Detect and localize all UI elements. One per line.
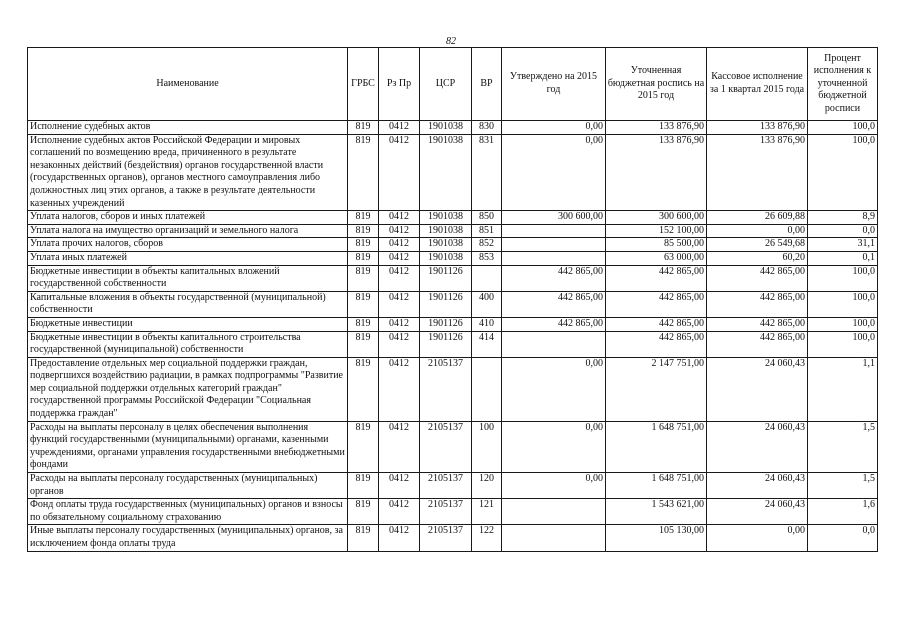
cell-approved: [502, 224, 606, 238]
cell-name: Бюджетные инвестиции в объекты капитальных вложений государственной собственности: [28, 265, 348, 291]
cell-rzpr: 0412: [379, 134, 420, 211]
table-row: [28, 291, 878, 317]
header-grbs: ГРБС: [348, 48, 379, 121]
table-row: [28, 331, 878, 357]
cell-revised: 152 100,00: [606, 224, 707, 238]
cell-percent: 0,0: [808, 525, 878, 551]
header-revised: Уточненная бюджетная роспись на 2015 год: [606, 48, 707, 121]
table-row: [28, 251, 878, 265]
cell-cash: 24 060,43: [707, 421, 808, 472]
cell-rzpr: 0412: [379, 121, 420, 135]
cell-revised: 1 648 751,00: [606, 421, 707, 472]
cell-percent: 1,6: [808, 499, 878, 525]
cell-csr: 2105137: [420, 357, 472, 421]
cell-approved: 0,00: [502, 121, 606, 135]
cell-csr: 1901126: [420, 265, 472, 291]
cell-revised: 442 865,00: [606, 331, 707, 357]
cell-rzpr: 0412: [379, 499, 420, 525]
page-number: 82: [446, 36, 456, 47]
cell-csr: 1901038: [420, 238, 472, 252]
cell-grbs: 819: [348, 224, 379, 238]
cell-revised: 85 500,00: [606, 238, 707, 252]
cell-csr: 1901126: [420, 317, 472, 331]
cell-revised: 1 543 621,00: [606, 499, 707, 525]
cell-cash: 0,00: [707, 224, 808, 238]
header-vr: ВР: [472, 48, 502, 121]
cell-cash: 442 865,00: [707, 317, 808, 331]
table-row: [28, 211, 878, 225]
cell-grbs: 819: [348, 238, 379, 252]
cell-csr: 1901038: [420, 224, 472, 238]
cell-vr: 853: [472, 251, 502, 265]
cell-approved: 442 865,00: [502, 317, 606, 331]
cell-grbs: 819: [348, 121, 379, 135]
cell-grbs: 819: [348, 251, 379, 265]
cell-revised: 105 130,00: [606, 525, 707, 551]
cell-csr: 1901038: [420, 251, 472, 265]
cell-approved: 0,00: [502, 134, 606, 211]
cell-name: Капитальные вложения в объекты государственной (муниципальной) собственности: [28, 291, 348, 317]
cell-percent: 8,9: [808, 211, 878, 225]
cell-revised: 2 147 751,00: [606, 357, 707, 421]
cell-revised: 442 865,00: [606, 265, 707, 291]
cell-approved: 0,00: [502, 421, 606, 472]
cell-rzpr: 0412: [379, 238, 420, 252]
cell-vr: 414: [472, 331, 502, 357]
cell-cash: 0,00: [707, 525, 808, 551]
cell-csr: 2105137: [420, 421, 472, 472]
table-row: [28, 134, 878, 211]
cell-vr: 400: [472, 291, 502, 317]
cell-vr: 120: [472, 473, 502, 499]
cell-revised: 1 648 751,00: [606, 473, 707, 499]
table-row: [28, 525, 878, 551]
cell-cash: 442 865,00: [707, 331, 808, 357]
table-row: [28, 357, 878, 421]
cell-grbs: 819: [348, 499, 379, 525]
cell-vr: 831: [472, 134, 502, 211]
cell-name: Расходы на выплаты персоналу в целях обеспечения выполнения функций государственными (муниципальными) органами, казенными учреждениями, органами управления государственными внебюджетными фондами: [28, 421, 348, 472]
cell-rzpr: 0412: [379, 421, 420, 472]
cell-approved: [502, 331, 606, 357]
cell-revised: 133 876,90: [606, 134, 707, 211]
header-cash: Кассовое исполнение за 1 квартал 2015 года: [707, 48, 808, 121]
cell-vr: 852: [472, 238, 502, 252]
cell-vr: [472, 357, 502, 421]
cell-cash: 133 876,90: [707, 121, 808, 135]
cell-percent: 100,0: [808, 317, 878, 331]
header-rzpr: Рз Пр: [379, 48, 420, 121]
cell-percent: 1,1: [808, 357, 878, 421]
cell-vr: [472, 265, 502, 291]
cell-revised: 133 876,90: [606, 121, 707, 135]
table-row: [28, 499, 878, 525]
table-row: [28, 121, 878, 135]
cell-rzpr: 0412: [379, 317, 420, 331]
header-csr: ЦСР: [420, 48, 472, 121]
cell-grbs: 819: [348, 525, 379, 551]
cell-name: Уплата налога на имущество организаций и земельного налога: [28, 224, 348, 238]
cell-rzpr: 0412: [379, 251, 420, 265]
cell-name: Исполнение судебных актов: [28, 121, 348, 135]
cell-grbs: 819: [348, 357, 379, 421]
cell-approved: [502, 525, 606, 551]
cell-approved: 300 600,00: [502, 211, 606, 225]
cell-vr: 850: [472, 211, 502, 225]
table-row: [28, 238, 878, 252]
cell-revised: 63 000,00: [606, 251, 707, 265]
table-row: [28, 473, 878, 499]
cell-cash: 26 549,68: [707, 238, 808, 252]
cell-percent: 100,0: [808, 291, 878, 317]
header-percent: Процент исполнения к уточненной бюджетной росписи: [808, 48, 878, 121]
cell-name: Уплата иных платежей: [28, 251, 348, 265]
cell-revised: 300 600,00: [606, 211, 707, 225]
cell-name: Бюджетные инвестиции: [28, 317, 348, 331]
header-approved: Утверждено на 2015 год: [502, 48, 606, 121]
cell-approved: 0,00: [502, 357, 606, 421]
cell-rzpr: 0412: [379, 291, 420, 317]
cell-csr: 1901126: [420, 331, 472, 357]
cell-rzpr: 0412: [379, 224, 420, 238]
cell-percent: 0,1: [808, 251, 878, 265]
cell-cash: 24 060,43: [707, 473, 808, 499]
header-name: Наименование: [28, 48, 348, 121]
cell-grbs: 819: [348, 291, 379, 317]
table-row: [28, 224, 878, 238]
cell-rzpr: 0412: [379, 331, 420, 357]
header-row: [28, 48, 878, 121]
cell-grbs: 819: [348, 473, 379, 499]
cell-cash: 24 060,43: [707, 499, 808, 525]
cell-csr: 2105137: [420, 525, 472, 551]
cell-vr: 100: [472, 421, 502, 472]
cell-grbs: 819: [348, 211, 379, 225]
cell-approved: 0,00: [502, 473, 606, 499]
cell-approved: [502, 499, 606, 525]
table-row: [28, 421, 878, 472]
cell-cash: 24 060,43: [707, 357, 808, 421]
cell-percent: 31,1: [808, 238, 878, 252]
cell-name: Иные выплаты персоналу государственных (муниципальных) органов, за исключением фонда оплаты труда: [28, 525, 348, 551]
cell-vr: 830: [472, 121, 502, 135]
cell-percent: 0,0: [808, 224, 878, 238]
cell-rzpr: 0412: [379, 525, 420, 551]
cell-csr: 1901038: [420, 134, 472, 211]
cell-cash: 133 876,90: [707, 134, 808, 211]
cell-vr: 121: [472, 499, 502, 525]
cell-percent: 1,5: [808, 421, 878, 472]
cell-rzpr: 0412: [379, 357, 420, 421]
cell-vr: 122: [472, 525, 502, 551]
cell-rzpr: 0412: [379, 265, 420, 291]
cell-vr: 410: [472, 317, 502, 331]
cell-grbs: 819: [348, 265, 379, 291]
cell-csr: 1901126: [420, 291, 472, 317]
cell-name: Уплата налогов, сборов и иных платежей: [28, 211, 348, 225]
cell-grbs: 819: [348, 421, 379, 472]
cell-csr: 2105137: [420, 473, 472, 499]
cell-name: Расходы на выплаты персоналу государственных (муниципальных) органов: [28, 473, 348, 499]
cell-approved: [502, 238, 606, 252]
cell-csr: 2105137: [420, 499, 472, 525]
table-row: [28, 317, 878, 331]
cell-grbs: 819: [348, 331, 379, 357]
cell-approved: 442 865,00: [502, 291, 606, 317]
cell-cash: 442 865,00: [707, 291, 808, 317]
cell-revised: 442 865,00: [606, 291, 707, 317]
cell-name: Фонд оплаты труда государственных (муниципальных) органов и взносы по обязательному социальному страхованию: [28, 499, 348, 525]
cell-grbs: 819: [348, 134, 379, 211]
cell-percent: 100,0: [808, 331, 878, 357]
table-row: [28, 265, 878, 291]
cell-rzpr: 0412: [379, 211, 420, 225]
cell-percent: 100,0: [808, 121, 878, 135]
cell-cash: 442 865,00: [707, 265, 808, 291]
cell-cash: 26 609,88: [707, 211, 808, 225]
cell-percent: 100,0: [808, 134, 878, 211]
cell-cash: 60,20: [707, 251, 808, 265]
cell-csr: 1901038: [420, 121, 472, 135]
cell-percent: 1,5: [808, 473, 878, 499]
cell-name: Бюджетные инвестиции в объекты капитального строительства государственной (муниципальной) собственности: [28, 331, 348, 357]
cell-approved: [502, 251, 606, 265]
cell-csr: 1901038: [420, 211, 472, 225]
cell-revised: 442 865,00: [606, 317, 707, 331]
budget-table: [27, 47, 878, 552]
cell-rzpr: 0412: [379, 473, 420, 499]
cell-grbs: 819: [348, 317, 379, 331]
cell-approved: 442 865,00: [502, 265, 606, 291]
cell-vr: 851: [472, 224, 502, 238]
cell-name: Исполнение судебных актов Российской Федерации и мировых соглашений по возмещению вреда, причиненного в результате незаконных действий (бездействия) органов государственной власти (государственных органов), органов местного самоуправления либо должностных лиц этих органов, а также в результате деятельности казенных учреждений: [28, 134, 348, 211]
cell-name: Предоставление отдельных мер социальной поддержки граждан, подвергшихся воздействию радиации, в рамках подпрограммы "Развитие мер социальной поддержки отдельных категорий граждан" государственной программы Российской Федерации "Социальная поддержка граждан": [28, 357, 348, 421]
cell-percent: 100,0: [808, 265, 878, 291]
cell-name: Уплата прочих налогов, сборов: [28, 238, 348, 252]
